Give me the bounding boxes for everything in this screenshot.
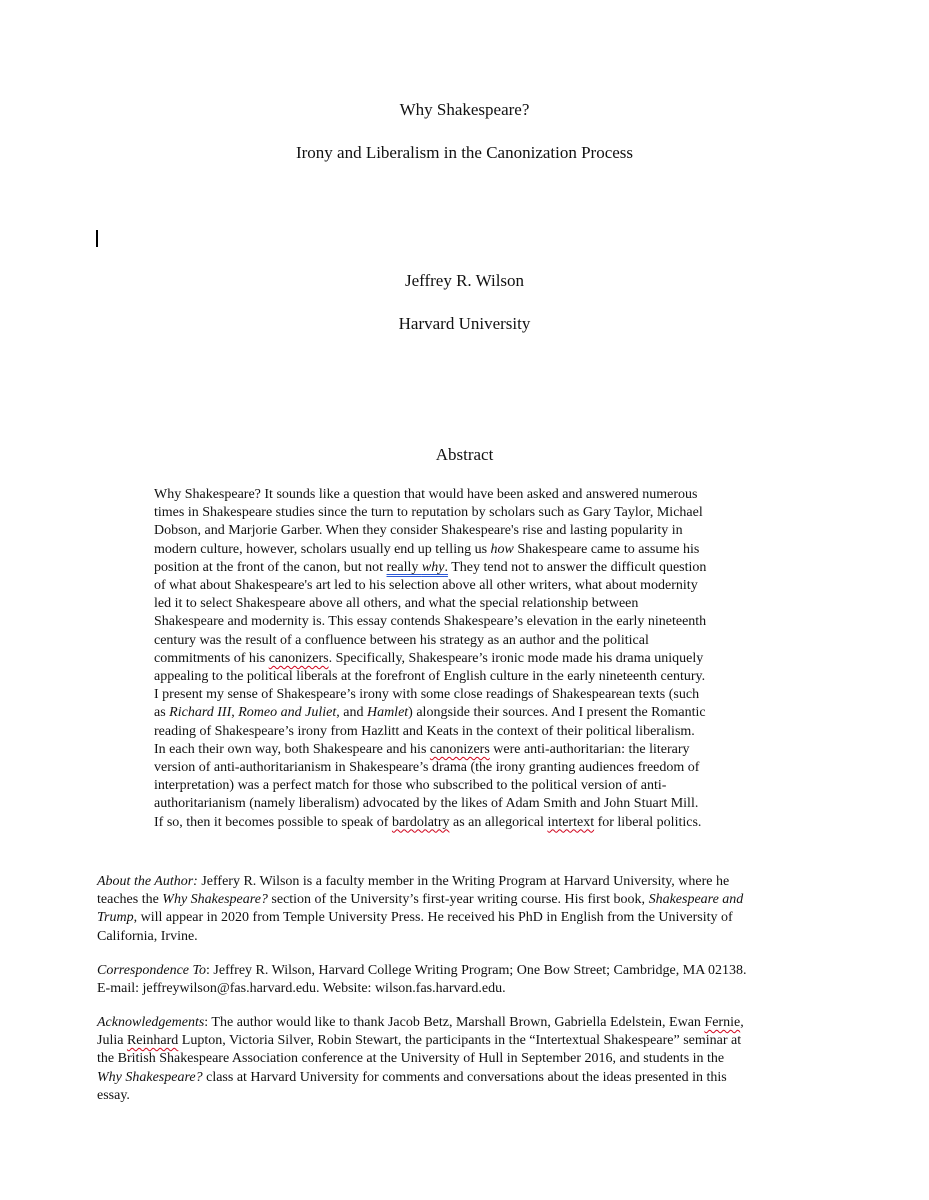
- text-line: [154, 723, 784, 741]
- text-run: Dobson, and Marjorie Garber. When they consider Shakespeare's rise and lasting popularity in: [154, 523, 683, 539]
- spelling-flag-word: bardolatry: [391, 814, 450, 830]
- text-run: California, Irvine.: [97, 928, 198, 944]
- text-line: [97, 1087, 837, 1105]
- text-run: Why Shakespeare? It sounds like a question that would have been asked and answered numerous: [154, 487, 698, 502]
- text-run: Julia: [97, 1033, 127, 1049]
- text-line: [97, 962, 837, 980]
- italic-text: how: [490, 541, 514, 557]
- text-run: section of the University’s first-year writing course. His first book,: [267, 892, 649, 908]
- text-line: [97, 1014, 837, 1032]
- text-run: appealing to the political liberals at the forefront of English culture in the early nineteenth century.: [154, 669, 706, 685]
- text-run: century was the result of a confluence between his strategy as an author and the political: [154, 632, 649, 648]
- grammar-flag-word: really: [386, 559, 422, 575]
- about-author-paragraph: [97, 873, 837, 946]
- text-run: Shakespeare and modernity is. This essay contends Shakespeare’s elevation in the early nineteenth: [154, 614, 707, 630]
- correspondence-paragraph: [97, 962, 837, 998]
- italic-text: About the Author:: [97, 874, 198, 889]
- text-run: class at Harvard University for comments and conversations about the ideas presented in this: [202, 1069, 727, 1085]
- text-line: [154, 686, 784, 704]
- text-run: : The author would like to thank Jacob Betz, Marshall Brown, Gabriella Edelstein, Ewan: [204, 1015, 705, 1030]
- abstract-heading: Abstract: [435, 445, 494, 464]
- text-run: ,: [740, 1015, 744, 1030]
- text-line: [154, 795, 784, 813]
- acknowledgements-paragraph: [97, 1014, 837, 1105]
- text-line: [97, 928, 837, 946]
- text-run: of what about Shakespeare's art led to his selection above all other writers, what about modernity: [154, 578, 698, 594]
- text-line: [154, 759, 784, 777]
- text-line: [97, 1069, 837, 1087]
- italic-text: Why Shakespeare?: [97, 1069, 203, 1085]
- text-run: If so, then it becomes possible to speak of: [154, 814, 392, 830]
- text-run: as an allegorical: [449, 814, 548, 830]
- text-line: [154, 650, 784, 668]
- grammar-flag-word: .: [444, 559, 448, 575]
- text-line: [154, 814, 784, 832]
- text-run: position at the front of the canon, but not: [154, 559, 387, 575]
- text-line: [154, 632, 784, 650]
- text-line: [154, 613, 784, 631]
- text-line: [154, 486, 784, 504]
- italic-text: Acknowledgements: [97, 1015, 205, 1030]
- spelling-flag-word: Fernie: [704, 1015, 741, 1030]
- text-run: They tend not to answer the difficult question: [447, 559, 707, 575]
- text-run: Lupton, Victoria Silver, Robin Stewart, the participants in the “Intertextual Shakespeare” seminar at: [178, 1033, 742, 1049]
- italic-text: Hamlet: [366, 705, 409, 721]
- grammar-flag-word: why: [421, 559, 445, 575]
- text-line: [154, 522, 784, 540]
- text-line: [154, 741, 784, 759]
- text-line: [154, 504, 784, 522]
- document-title: Why Shakespeare?: [399, 100, 530, 119]
- spelling-flag-word: canonizers: [429, 741, 490, 757]
- text-run: commitments of his: [154, 650, 269, 666]
- text-line: [97, 891, 837, 909]
- italic-text: Richard III: [169, 705, 232, 721]
- text-run: ,: [231, 705, 239, 721]
- text-line: [154, 541, 784, 559]
- text-run: In each their own way, both Shakespeare and his: [154, 741, 430, 757]
- text-run: I present my sense of Shakespeare’s irony with some close readings of Shakespearean texts (such: [154, 687, 700, 703]
- text-run: : Jeffrey R. Wilson, Harvard College Writing Program; One Bow Street; Cambridge, MA 02138.: [206, 963, 747, 978]
- text-run: modern culture, however, scholars usually end up telling us: [154, 541, 491, 557]
- text-run: times in Shakespeare studies since the turn to reputation by scholars such as Gary Taylor, Michael: [154, 505, 703, 521]
- text-line: [154, 777, 784, 795]
- text-run: ) alongside their sources. And I present the Romantic: [408, 705, 706, 721]
- text-run: E-mail: jeffreywilson@fas.harvard.edu. Website: wilson.fas.harvard.edu.: [97, 981, 506, 997]
- text-line: [97, 1050, 837, 1068]
- text-line: [97, 980, 837, 998]
- italic-text: Correspondence To: [97, 963, 207, 978]
- text-cursor: [96, 230, 98, 247]
- text-run: led it to select Shakespeare above all others, and what the special relationship between: [154, 596, 639, 612]
- text-run: teaches the: [97, 892, 163, 908]
- text-run: Shakespeare came to assume his: [513, 541, 700, 557]
- document-subtitle: Irony and Liberalism in the Canonization Process: [295, 143, 634, 162]
- italic-text: Romeo and Juliet: [238, 705, 337, 721]
- text-line: [97, 873, 837, 891]
- italic-text: Shakespeare and: [648, 892, 744, 908]
- text-line: [97, 909, 837, 927]
- text-run: . Specifically, Shakespeare’s ironic mode made his drama uniquely: [328, 650, 704, 666]
- text-run: were anti-authoritarian: the literary: [489, 741, 690, 757]
- text-line: [154, 595, 784, 613]
- text-line: [154, 577, 784, 595]
- spelling-flag-word: intertext: [547, 814, 595, 830]
- text-run: reading of Shakespeare’s irony from Hazlitt and Keats in the context of their political liberalism.: [154, 723, 695, 739]
- italic-text: Why Shakespeare?: [162, 892, 268, 908]
- text-run: as: [154, 705, 170, 721]
- author-affiliation: Harvard University: [398, 314, 531, 333]
- text-line: [154, 704, 784, 722]
- text-run: authoritarianism (namely liberalism) advocated by the likes of Adam Smith and John Stuart Mill.: [154, 796, 699, 812]
- abstract-paragraph: [154, 486, 784, 832]
- text-run: version of anti-authoritarianism in Shakespeare’s drama (the irony granting audiences freedom of: [154, 760, 700, 776]
- text-line: [154, 559, 784, 577]
- author-name: Jeffrey R. Wilson: [404, 271, 525, 290]
- italic-text: Trump: [97, 910, 134, 926]
- text-run: , will appear in 2020 from Temple University Press. He received his PhD in English from the University of: [133, 910, 733, 926]
- text-line: [97, 1032, 837, 1050]
- text-run: , and: [336, 705, 367, 721]
- text-run: Jeffery R. Wilson is a faculty member in the Writing Program at Harvard University, where he: [197, 874, 730, 889]
- text-line: [154, 668, 784, 686]
- spelling-flag-word: Reinhard: [126, 1033, 179, 1049]
- text-run: the British Shakespeare Association conference at the University of Hull in September 2016, and students in the: [97, 1051, 725, 1067]
- text-run: essay.: [97, 1087, 130, 1103]
- text-run: for liberal politics.: [594, 814, 702, 830]
- spelling-flag-word: canonizers: [268, 650, 329, 666]
- text-run: interpretation) was a perfect match for those who subscribed to the political version of anti-: [154, 778, 667, 794]
